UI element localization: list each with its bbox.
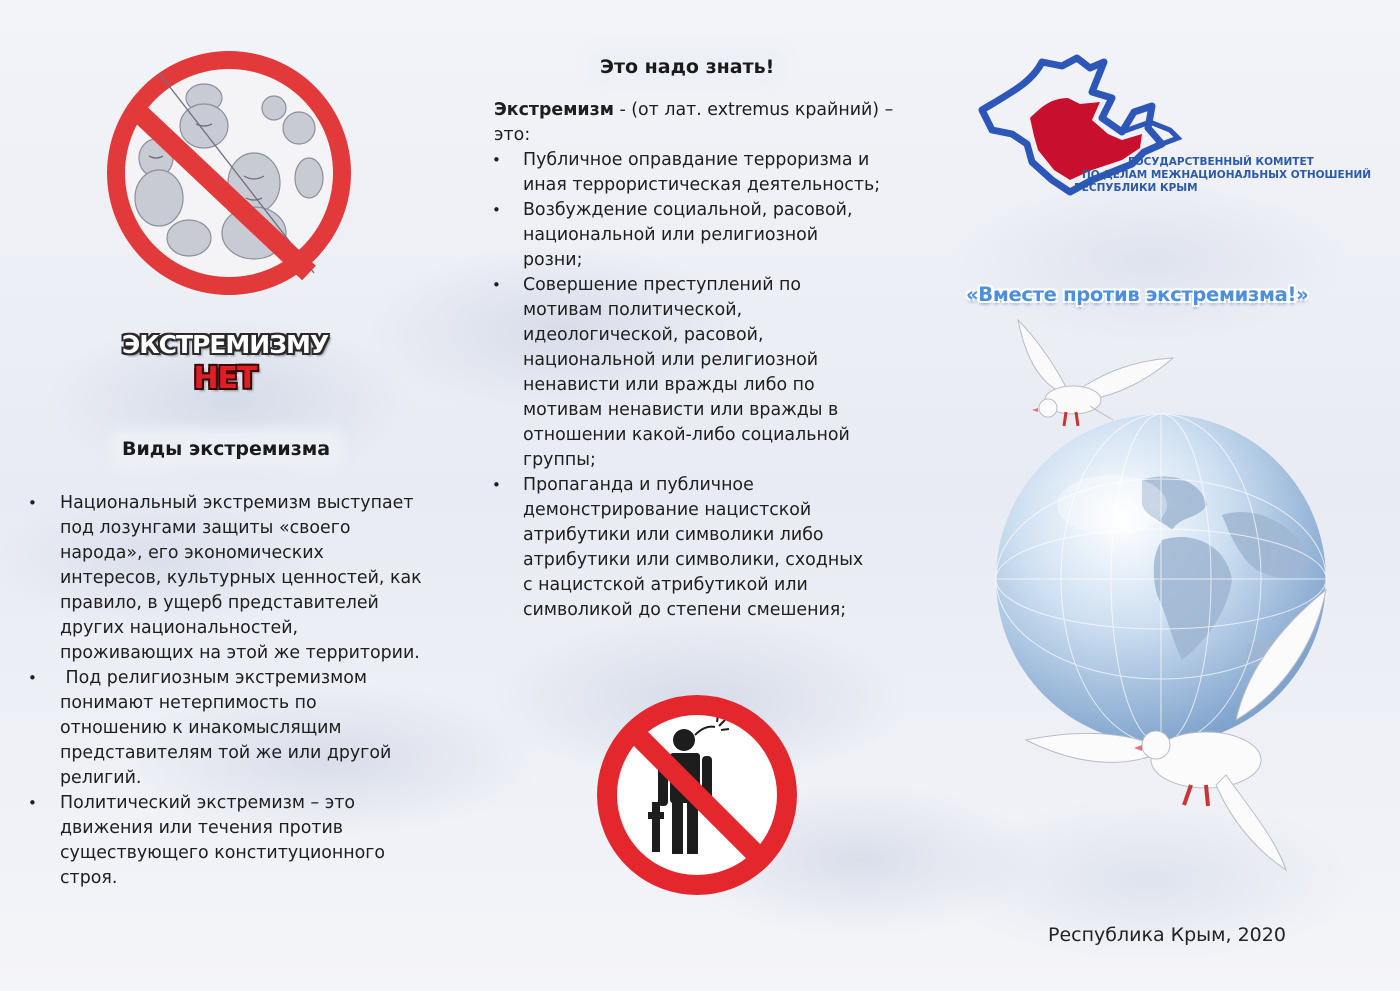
types-heading: Виды экстремизма xyxy=(114,434,338,464)
list-item: • Возбуждение социальной, расовой, национальной или религиозной розни; xyxy=(494,198,904,273)
list-item: • Национальный экстремизм выступает под лозунгами защиты «своего народа», его экономических интересов, культурных ценностей, как правило, в ущерб представителей других национальностей, проживающих на этой же территории. xyxy=(28,491,428,666)
definition-block xyxy=(494,98,904,623)
committee-line-3: РЕСПУБЛИКИ КРЫМ xyxy=(1074,182,1198,194)
slogan-line-1: ЭКСТРЕМИЗМУ xyxy=(121,330,329,359)
definition-text: - (от лат. extremus крайний) – это: xyxy=(494,100,894,145)
anti-extremism-illustration xyxy=(104,48,354,298)
slogan-line-2: НЕТ xyxy=(193,361,257,396)
committee-name xyxy=(1074,156,1372,195)
committee-line-1: ГОСУДАРСТВЕННЫЙ КОМИТЕТ xyxy=(1128,156,1314,168)
footer-location: Республика Крым, 2020 xyxy=(1048,924,1286,946)
definition-term: Экстремизм xyxy=(494,100,614,120)
know-heading: Это надо знать! xyxy=(592,52,782,82)
list-item: • Политический экстремизм – это движения или течения против существующего конституционного строя. xyxy=(28,791,428,891)
motto: «Вместе против экстремизма!» xyxy=(966,283,1309,306)
list-item: • Пропаганда и публичное демонстрирование нацистской атрибутики или символики либо атрибутики или символики, сходных с нацистской атрибутикой или символикой до степени смешения; xyxy=(494,473,904,623)
list-item: • Публичное оправдание терроризма и иная террористическая деятельность; xyxy=(494,148,904,198)
list-item: • Совершение преступлений по мотивам политической, идеологической, расовой, национальной или религиозной ненависти или вражды либо по мотивам ненависти или вражды в отношении какой-либо социальной группы; xyxy=(494,273,904,473)
definition-list xyxy=(494,148,904,623)
types-list xyxy=(28,491,428,891)
dove-icon xyxy=(978,300,1178,440)
dove-icon xyxy=(1016,580,1346,880)
list-item: • Под религиозным экстремизмом понимают нетерпимость по отношению к инакомыслящим представителям той же или другой религий. xyxy=(28,666,428,791)
committee-line-2: ПО ДЕЛАМ МЕЖНАЦИОНАЛЬНЫХ ОТНОШЕНИЙ xyxy=(1082,169,1372,181)
no-terrorism-sign-icon xyxy=(592,690,802,900)
definition-intro xyxy=(494,98,904,148)
slogan xyxy=(100,330,350,396)
